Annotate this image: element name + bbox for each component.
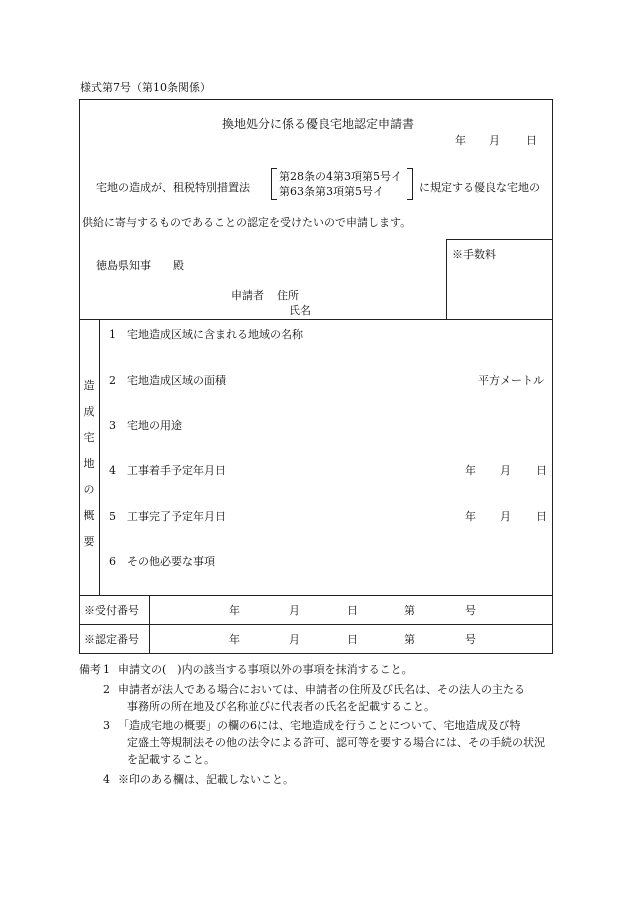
side-char: 造 bbox=[83, 379, 95, 392]
note-4-line-1: ※印のある欄は、記載しないこと。 bbox=[118, 773, 294, 786]
certification-day: 日 bbox=[347, 633, 358, 646]
item-5-label: 工事完了予定年月日 bbox=[127, 510, 226, 523]
note-3-number: 3 bbox=[103, 719, 110, 732]
item-6-label: その他必要な事項 bbox=[127, 555, 215, 568]
applicant-name-label: 氏名 bbox=[289, 304, 311, 317]
item-6-number: 6 bbox=[109, 555, 116, 568]
applicant-address-label: 住所 bbox=[277, 289, 299, 302]
item-3-number: 3 bbox=[109, 419, 116, 432]
item-1-label: 宅地造成区域に含まれる地域の名称 bbox=[127, 328, 303, 341]
intro-text-line2: 供給に寄与するものであることの認定を受けたいので申請します。 bbox=[82, 216, 412, 229]
fee-label: ※手数料 bbox=[452, 248, 496, 261]
item-2-unit: 平方メートル bbox=[478, 374, 544, 387]
applicant-label: 申請者 bbox=[231, 289, 264, 302]
option-bracket-right bbox=[407, 168, 413, 200]
option-article-63: 第63条第3項第5号イ bbox=[279, 185, 384, 198]
certification-go: 号 bbox=[465, 633, 476, 646]
note-4-number: 4 bbox=[103, 773, 110, 786]
side-char: 要 bbox=[83, 535, 95, 548]
item-4-year: 年 bbox=[465, 464, 476, 477]
side-char: の bbox=[83, 483, 95, 496]
item-5-day: 日 bbox=[536, 510, 547, 523]
item-5-year: 年 bbox=[465, 510, 476, 523]
side-char: 成 bbox=[83, 405, 95, 418]
note-3-line-2: 定盛土等規制法その他の法令による許可、認可等を要する場合には、その手続の状況 bbox=[127, 736, 545, 749]
item-5-number: 5 bbox=[109, 510, 116, 523]
intro-text-before: 宅地の造成が、租税特別措置法 bbox=[96, 181, 250, 194]
item-4-month: 月 bbox=[500, 464, 511, 477]
reception-month: 月 bbox=[289, 604, 300, 617]
reception-label: ※受付番号 bbox=[84, 604, 139, 617]
note-3-line-1: 「造成宅地の概要」の欄の6には、宅地造成を行うことについて、宅地造成及び特 bbox=[118, 719, 521, 732]
number-label-divider bbox=[149, 595, 150, 654]
form-number: 様式第7号（第10条関係） bbox=[80, 81, 211, 94]
option-bracket-left bbox=[271, 168, 277, 200]
note-1-line-1: 申請文の( )内の該当する事項以外の事項を抹消すること。 bbox=[118, 663, 413, 676]
outline-side-label bbox=[81, 373, 97, 555]
side-char: 地 bbox=[83, 457, 95, 470]
certification-top-rule bbox=[79, 624, 553, 625]
reception-dai: 第 bbox=[404, 604, 415, 617]
item-4-number: 4 bbox=[109, 464, 116, 477]
side-char: 概 bbox=[83, 509, 95, 522]
date-month: 月 bbox=[489, 134, 500, 147]
outline-side-divider bbox=[99, 319, 100, 595]
note-1-number: 1 bbox=[103, 663, 110, 676]
date-day: 日 bbox=[526, 134, 537, 147]
note-2-line-1: 申請者が法人である場合においては、申請者の住所及び氏名は、その法人の主たる bbox=[118, 683, 525, 696]
item-2-number: 2 bbox=[109, 374, 116, 387]
certification-dai: 第 bbox=[404, 633, 415, 646]
notes-heading: 備考 bbox=[79, 663, 101, 676]
item-4-label: 工事着手予定年月日 bbox=[127, 464, 226, 477]
certification-month: 月 bbox=[289, 633, 300, 646]
note-2-number: 2 bbox=[103, 683, 110, 696]
outline-top-rule bbox=[79, 319, 553, 320]
certification-label: ※認定番号 bbox=[84, 633, 139, 646]
note-3-line-3: を記載すること。 bbox=[127, 753, 215, 766]
option-article-28: 第28条の4第3項第5号イ bbox=[279, 170, 402, 183]
reception-top-rule bbox=[79, 595, 553, 596]
item-5-month: 月 bbox=[500, 510, 511, 523]
form-title: 換地処分に係る優良宅地認定申請書 bbox=[222, 117, 415, 131]
intro-text-after: に規定する優良な宅地の bbox=[419, 181, 540, 194]
addressee: 徳島県知事 殿 bbox=[96, 259, 184, 272]
item-1-number: 1 bbox=[109, 328, 116, 341]
date-year: 年 bbox=[455, 134, 466, 147]
item-3-label: 宅地の用途 bbox=[127, 419, 182, 432]
item-2-label: 宅地造成区域の面積 bbox=[127, 374, 226, 387]
reception-day: 日 bbox=[347, 604, 358, 617]
item-4-day: 日 bbox=[536, 464, 547, 477]
certification-year: 年 bbox=[229, 633, 240, 646]
note-2-line-2: 事務所の所在地及び名称並びに代表者の氏名を記載すること。 bbox=[127, 700, 435, 713]
side-char: 宅 bbox=[83, 431, 95, 444]
reception-year: 年 bbox=[229, 604, 240, 617]
reception-go: 号 bbox=[465, 604, 476, 617]
